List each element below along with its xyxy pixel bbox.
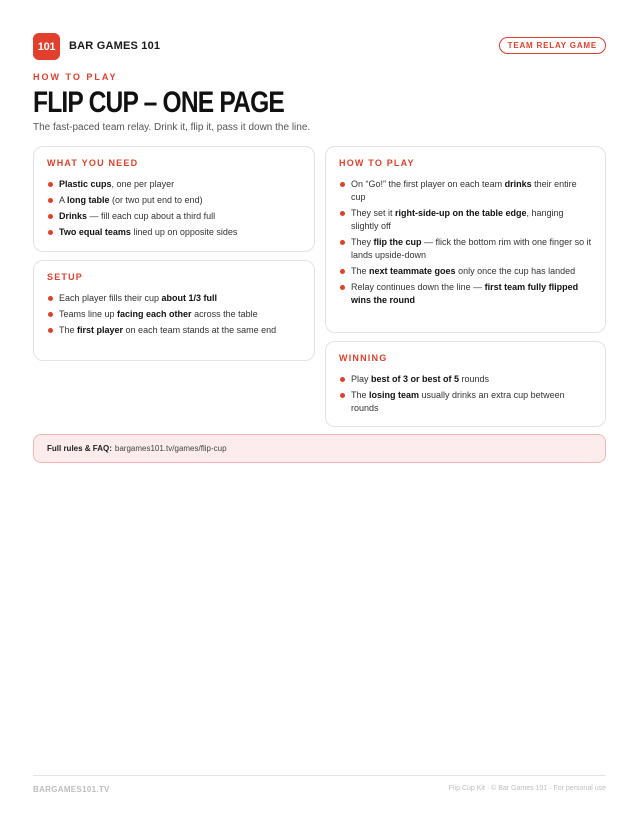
list-item	[47, 292, 302, 305]
list-item-text: rounds	[459, 374, 490, 384]
list-item-text: across the table	[191, 309, 258, 319]
list-item	[339, 373, 593, 386]
list-item-text: Play	[351, 374, 372, 384]
card-what-you-need	[33, 146, 315, 252]
list-item	[47, 308, 302, 321]
bullet-list	[47, 292, 302, 337]
list-item-emphasis: first team fully flipped wins the round	[351, 282, 579, 305]
card-winning	[325, 341, 606, 427]
list-item-text: usually drinks an extra cup between rounds	[351, 390, 565, 413]
card-title: WHAT YOU NEED	[47, 158, 139, 168]
list-item-text: only once the cup has landed	[455, 266, 576, 276]
list-item-emphasis: long table	[67, 195, 110, 205]
list-item	[339, 389, 593, 415]
list-item-text: — fill each cup about a third full	[87, 211, 216, 221]
list-item-text: Relay continues down the line —	[351, 282, 485, 292]
list-item-text: On “Go!” the first player on each team	[351, 179, 505, 189]
list-item-emphasis: facing each other	[117, 309, 192, 319]
page-title: FLIP CUP – ONE PAGE	[33, 86, 284, 119]
list-item-text: They set it	[351, 208, 396, 218]
card-title: HOW TO PLAY	[339, 158, 415, 168]
game-type-badge: TEAM RELAY GAME	[499, 37, 606, 54]
card-setup	[33, 260, 315, 361]
list-item	[339, 265, 593, 278]
list-item-text: The	[59, 325, 78, 335]
page-subtitle: The fast-paced team relay. Drink it, flip it, pass it down the line.	[33, 122, 311, 133]
list-item-text: their entire cup	[351, 179, 577, 202]
bullet-list	[339, 373, 593, 415]
faq-label: Full rules & FAQ:	[47, 444, 112, 453]
footer-divider	[33, 775, 606, 776]
list-item-text: The	[351, 390, 370, 400]
brand-logo-badge: 101	[33, 33, 60, 60]
list-item-emphasis: Two equal teams	[59, 227, 131, 237]
list-item-emphasis: best of 3 or best of 5	[371, 374, 460, 384]
list-item-emphasis: Plastic cups	[59, 179, 112, 189]
faq-link[interactable]: bargames101.tv/games/flip-cup	[114, 444, 227, 453]
list-item-emphasis: first player	[77, 325, 124, 335]
footer-credits: Flip Cup Kit · © Bar Games 101 · For personal use	[448, 785, 606, 792]
list-item-emphasis: about 1/3 full	[161, 293, 218, 303]
card-title: SETUP	[47, 272, 84, 282]
page-header	[33, 33, 606, 61]
list-item-text: Each player fills their cup	[59, 293, 162, 303]
list-item	[339, 281, 593, 307]
eyebrow-label: HOW TO PLAY	[33, 72, 118, 82]
list-item	[339, 178, 593, 204]
list-item-text: A	[59, 195, 68, 205]
card-title: WINNING	[339, 353, 388, 363]
list-item	[47, 210, 302, 223]
list-item-emphasis: next teammate goes	[369, 266, 456, 276]
faq-callout	[33, 434, 606, 463]
list-item-emphasis: Drinks	[59, 211, 88, 221]
list-item-text: They	[351, 237, 374, 247]
list-item-text: Teams line up	[59, 309, 118, 319]
list-item-text: , hanging slightly off	[351, 208, 564, 231]
list-item-emphasis: drinks	[504, 179, 532, 189]
list-item-text: on each team stands at the same end	[123, 325, 277, 335]
list-item	[339, 236, 593, 262]
card-how-to-play	[325, 146, 606, 333]
brand-name: BAR GAMES 101	[69, 40, 161, 52]
bullet-list	[47, 178, 302, 239]
list-item-emphasis: flip the cup	[373, 237, 422, 247]
list-item	[339, 207, 593, 233]
list-item	[47, 178, 302, 191]
list-item-text: — flick the bottom rim with one finger so it lands upside-down	[351, 237, 592, 260]
list-item-text: , one per player	[111, 179, 175, 189]
bullet-list	[339, 178, 593, 307]
list-item-text: lined up on opposite sides	[130, 227, 238, 237]
list-item-text: (or two put end to end)	[109, 195, 203, 205]
list-item-emphasis: losing team	[369, 390, 420, 400]
footer-site[interactable]: BARGAMES101.TV	[33, 785, 110, 794]
list-item-text: The	[351, 266, 370, 276]
list-item	[47, 194, 302, 207]
list-item	[47, 324, 302, 337]
list-item	[47, 226, 302, 239]
list-item-emphasis: right-side-up on the table edge	[395, 208, 527, 218]
